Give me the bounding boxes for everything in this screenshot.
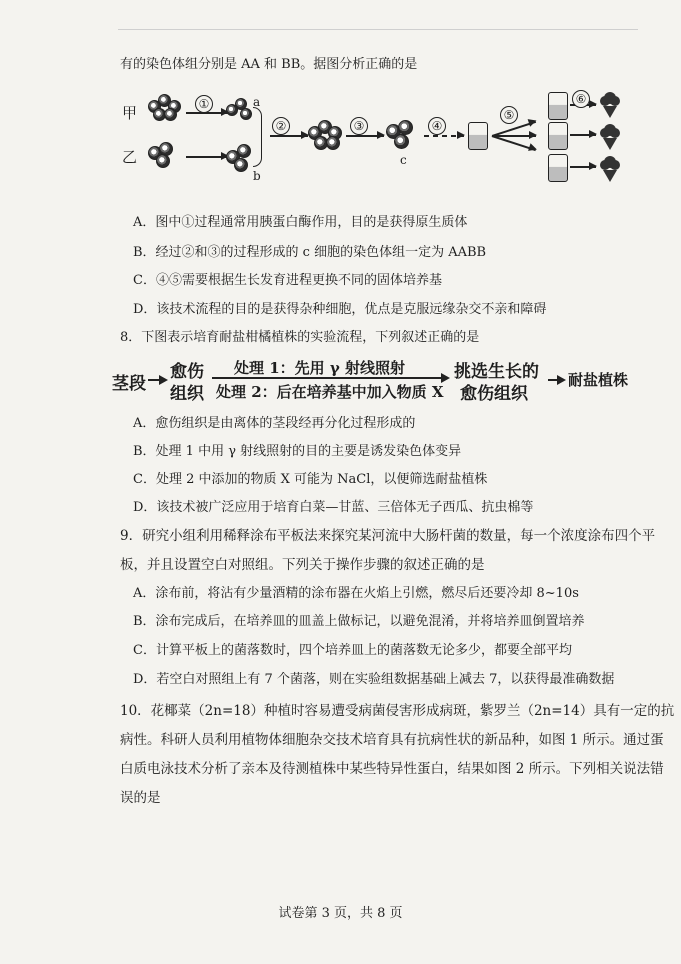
step-mark-4: ④	[428, 117, 446, 135]
step-mark-3: ③	[350, 117, 368, 135]
q9-option-d: D．若空白对照组上有 7 个菌落，则在实验组数据基础上减去 7，以获得最准确数据	[133, 672, 615, 687]
label-c: c	[400, 153, 407, 167]
cell-fusion-diagram	[120, 90, 640, 200]
q7-option-c: C．④⑤需要根据生长发育进程更换不同的固体培养基	[133, 273, 442, 288]
row-label-yi: 乙	[122, 148, 138, 166]
q7-option-a: A．图中①过程通常用胰蛋白酶作用，目的是获得原生质体	[133, 215, 468, 230]
q7-option-d: D．该技术流程的目的是获得杂种细胞，优点是克服远缘杂交不亲和障碍	[133, 302, 547, 317]
arrow-step-3	[346, 135, 384, 137]
top-rule	[118, 29, 638, 30]
merge-brace	[253, 107, 262, 167]
plant-icon	[604, 124, 616, 136]
pot-icon	[603, 106, 617, 118]
flow-callus-2: 组织	[170, 384, 204, 404]
q10-line-3: 白质电泳技术分析了亲本及待测植株中某些特异性蛋白，结果如图 2 所示。下列相关说法错	[120, 761, 664, 777]
q9-stem-1: 9．研究小组利用稀释涂布平板法来探究某河流中大肠杆菌的数量，每一个浓度涂布四个平	[120, 528, 656, 544]
culture-jar-2	[548, 122, 568, 150]
plant-icon	[604, 92, 616, 104]
step-mark-6: ⑥	[572, 90, 590, 108]
flow-treatment-2: 处理 2：后在培养基中加入物质 X	[216, 383, 444, 401]
arrow-step-6c	[570, 166, 596, 168]
row-label-jia: 甲	[122, 104, 138, 122]
arrow-step-4	[424, 135, 464, 137]
q8-option-d: D．该技术被广泛应用于培育白菜—甘蓝、三倍体无子西瓜、抗虫棉等	[133, 500, 534, 515]
flow-callus-1: 愈伤	[170, 362, 204, 382]
flow-start: 茎段	[112, 374, 146, 394]
q9-option-c: C．计算平板上的菌落数时，四个培养皿上的菌落数无论多少，都要全部平均	[133, 643, 572, 658]
flow-select-2: 愈伤组织	[460, 384, 528, 404]
arrow-step-1b	[186, 156, 228, 158]
culture-jar-3	[548, 154, 568, 182]
q9-option-a: A．涂布前，将沾有少量酒精的涂布器在火焰上引燃，燃尽后还要冷却 8~10s	[133, 586, 579, 601]
q8-stem: 8．下图表示培育耐盐柑橘植株的实验流程，下列叙述正确的是	[120, 330, 480, 345]
question-7-intro: 有的染色体组分别是 AA 和 BB。据图分析正确的是	[120, 57, 418, 72]
flow-treatment-1: 处理 1：先用 γ 射线照射	[234, 359, 406, 377]
step-mark-1: ①	[195, 95, 213, 113]
pot-icon	[603, 138, 617, 150]
q8-option-a: A．愈伤组织是由离体的茎段经再分化过程形成的	[133, 416, 416, 431]
q9-option-b: B．涂布完成后，在培养皿的皿盖上做标记，以避免混淆，并将培养皿倒置培养	[133, 614, 585, 629]
flow-arrow-1	[148, 379, 166, 381]
plant-icon	[604, 156, 616, 168]
flow-end: 耐盐植株	[568, 371, 629, 389]
salt-tolerance-flowchart	[112, 357, 652, 403]
flow-arrow-3	[548, 379, 564, 381]
culture-jar	[468, 122, 488, 150]
q7-option-b: B．经过②和③的过程形成的 c 细胞的染色体组一定为 AABB	[133, 245, 487, 260]
arrow-step-6b	[570, 134, 596, 136]
flow-select-1: 挑选生长的	[454, 362, 539, 382]
label-b: b	[253, 169, 261, 183]
q9-stem-2: 板，并且设置空白对照组。下列关于操作步骤的叙述正确的是	[120, 557, 485, 573]
q8-option-c: C．处理 2 中添加的物质 X 可能为 NaCl，以便筛选耐盐植株	[133, 472, 488, 487]
culture-jar-1	[548, 92, 568, 120]
step-mark-2: ②	[272, 117, 290, 135]
step-mark-5: ⑤	[500, 106, 518, 124]
arrow-step-2	[270, 135, 308, 137]
q10-line-4: 误的是	[120, 790, 161, 806]
page-footer: 试卷第 3 页，共 8 页	[278, 906, 403, 921]
label-a: a	[253, 95, 261, 109]
pot-icon	[603, 170, 617, 182]
q10-line-1: 10．花椰菜（2n=18）种植时容易遭受病菌侵害形成病斑，紫罗兰（2n=14）具有一定的抗	[120, 703, 675, 719]
q10-line-2: 病性。科研人员利用植物体细胞杂交技术培育具有抗病性状的新品种，如图 1 所示。通过蛋	[120, 732, 664, 748]
flow-arrow-2	[212, 377, 448, 379]
q8-option-b: B．处理 1 中用 γ 射线照射的目的主要是诱发染色体变异	[133, 444, 462, 459]
